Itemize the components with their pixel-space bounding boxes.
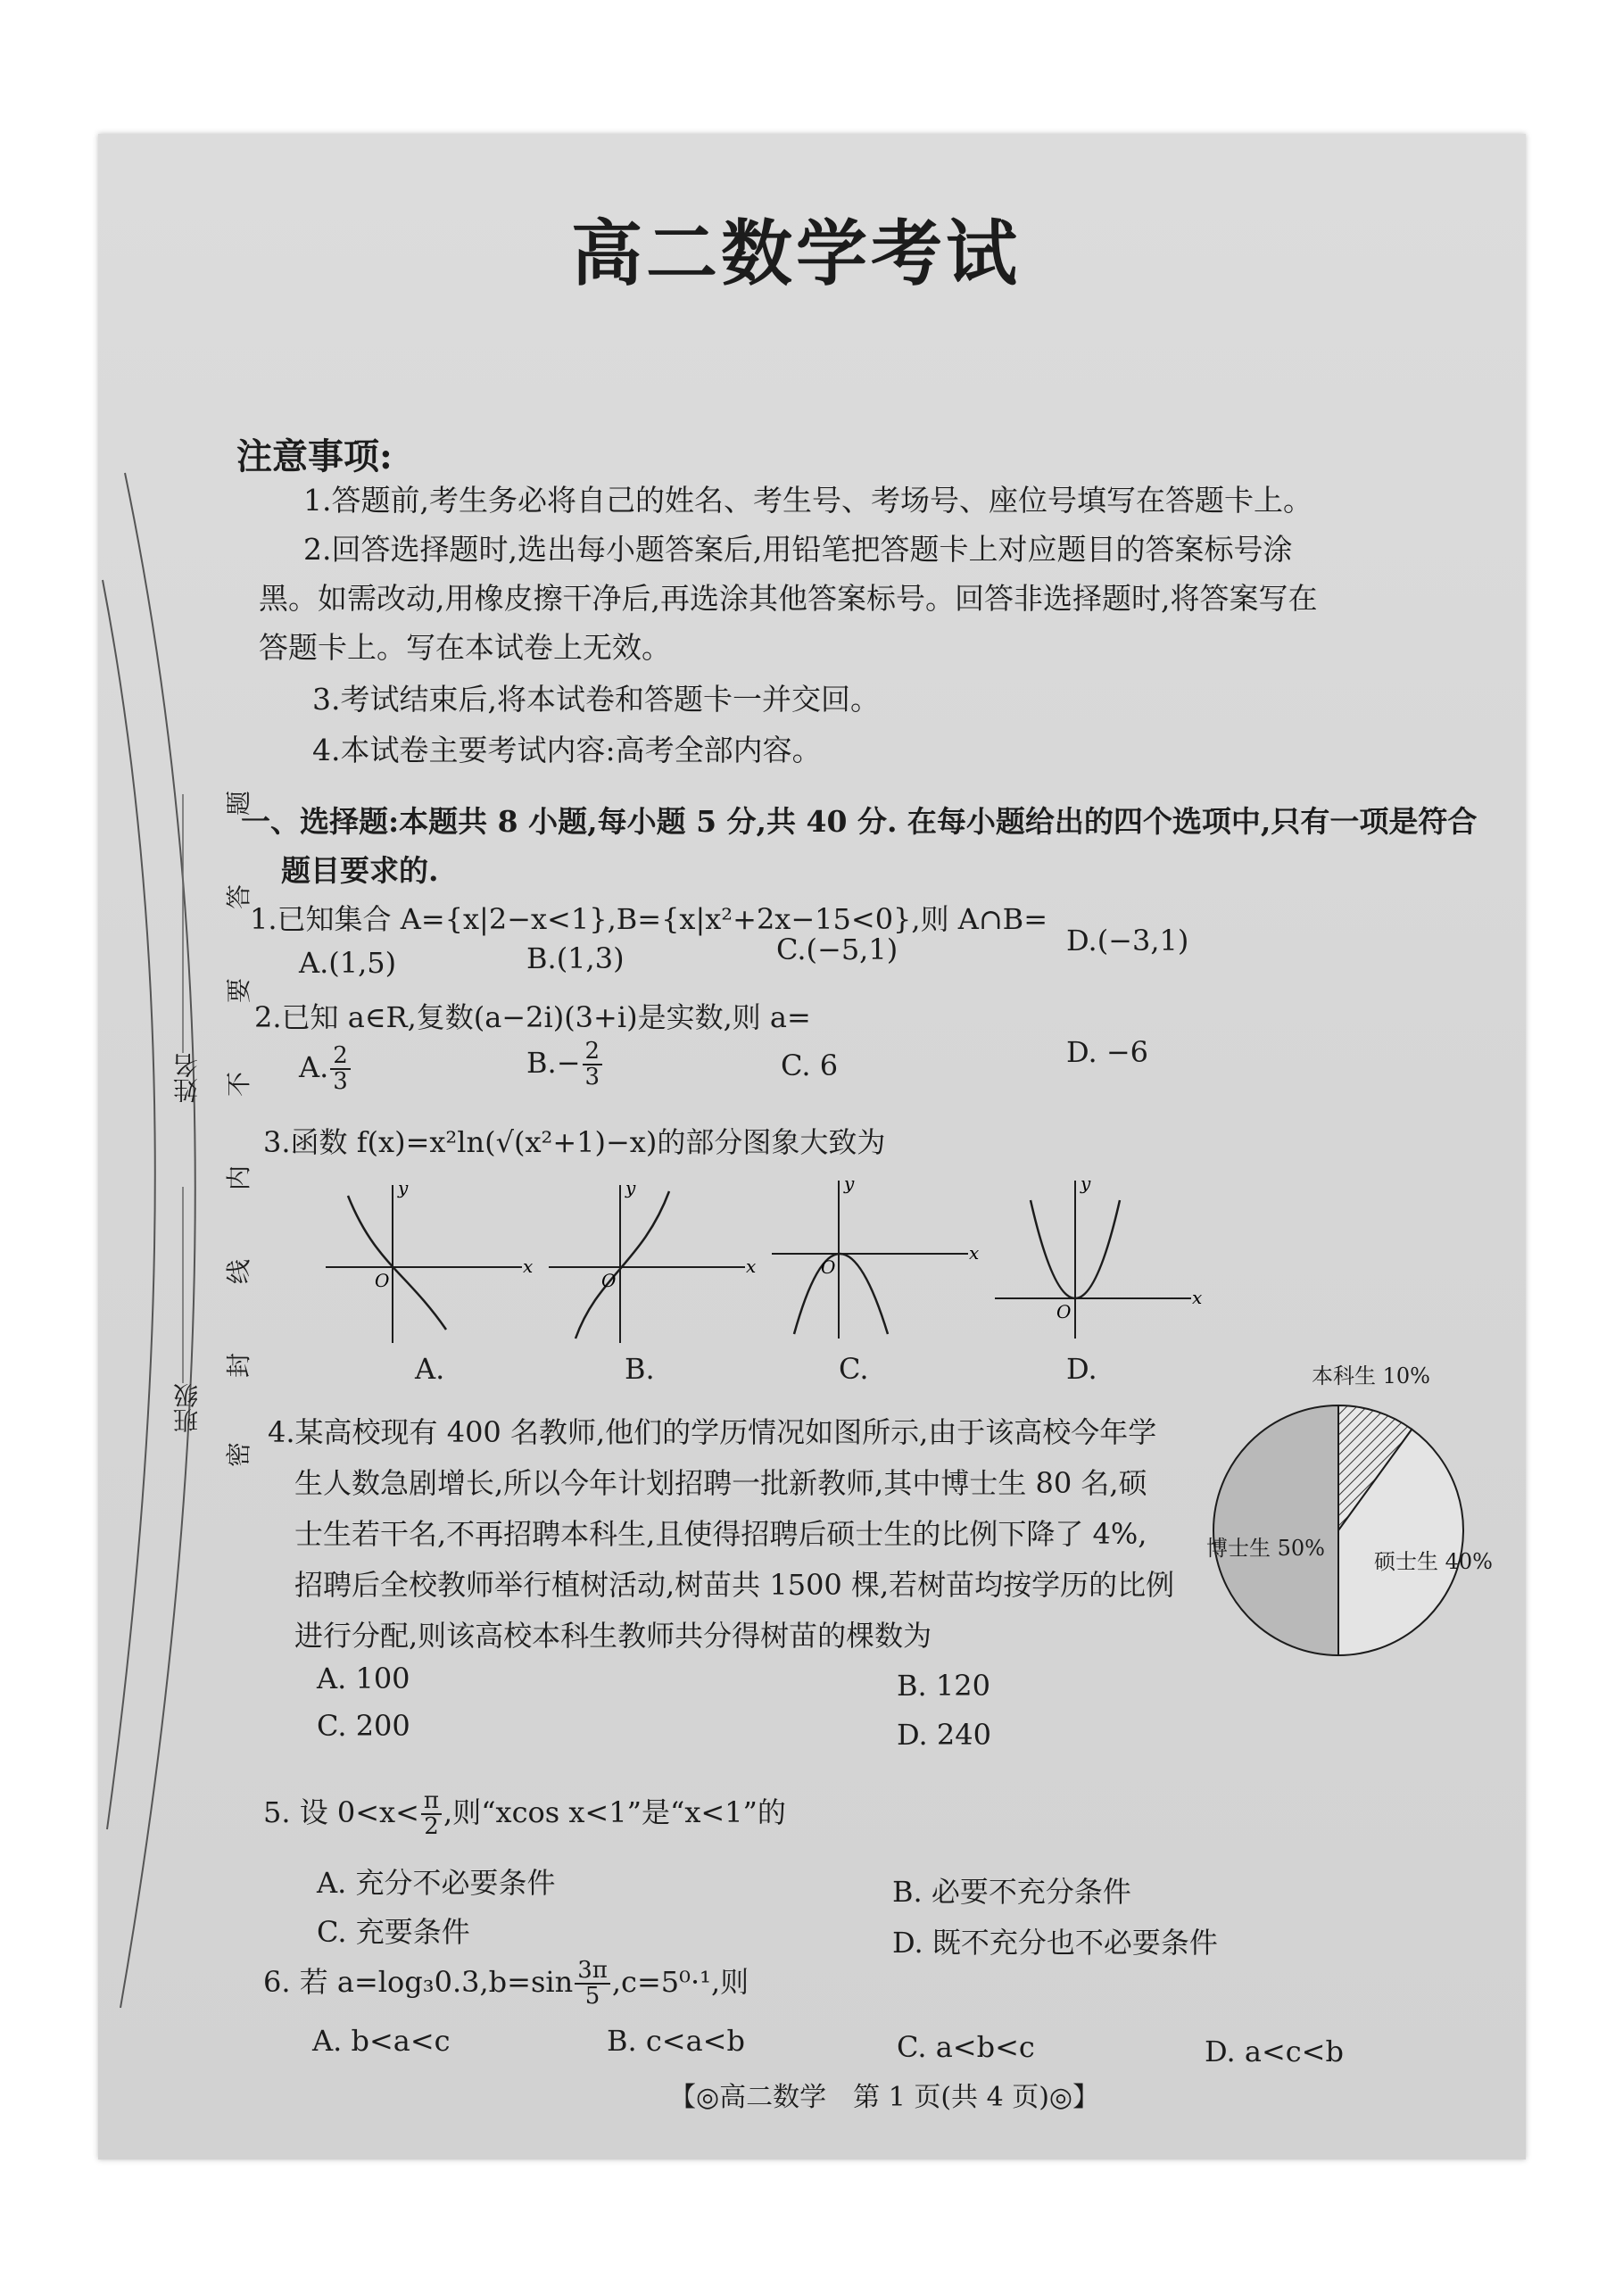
name-label: 姓名 (172, 1053, 202, 1103)
seal-char: 答 (224, 883, 254, 910)
q6-option-b: B. c<a<b (607, 2024, 745, 2058)
seal-char: 封 (224, 1352, 254, 1379)
seal-char: 线 (224, 1258, 254, 1285)
svg-text:y: y (844, 1173, 855, 1194)
question-6-stem: 6. 若 a=log₃0.3,b=sin $\frac{3\pi}{5}$ ,c=5⁰·¹,则 (263, 1957, 749, 2010)
graph-c-label: C. (839, 1352, 869, 1386)
q5-option-c: C. 充要条件 (317, 1915, 470, 1949)
graph-a-label: A. (415, 1352, 445, 1386)
pie-svg (1196, 1365, 1517, 1687)
graph-b-label: B. (625, 1352, 655, 1386)
question-5-stem: 5. 设 0<x< $\frac{\pi}{2}$ ,则“xcos x<1”是“x<1”的 (263, 1787, 786, 1841)
svg-text:x: x (969, 1242, 980, 1264)
q1-option-d: D.(−3,1) (1066, 924, 1189, 957)
svg-text:y: y (1081, 1173, 1091, 1194)
graph-d-label: D. (1066, 1352, 1097, 1386)
q4-option-b: B. 120 (897, 1669, 990, 1703)
graph-b (544, 1178, 758, 1347)
pie-label-master: 硕士生 40% (1374, 1549, 1493, 1574)
q1-option-c: C.(−5,1) (776, 932, 898, 966)
class-label: 班级 (172, 1383, 202, 1433)
question-1-stem: 1.已知集合 A={x|2−x<1},B={x|x²+2x−15<0},则 A∩B= (250, 902, 1048, 936)
q6-option-a: A. b<a<c (312, 2024, 451, 2058)
q4-option-d: D. 240 (897, 1718, 991, 1752)
q6-option-d: D. a<c<b (1205, 2035, 1344, 2068)
section-heading: 一、选择题:本题共 8 小题,每小题 5 分,共 40 分. 在每小题给出的四个选项中,只有一项是符合 (241, 804, 1478, 839)
question-3-stem: 3.函数 f(x)=x²ln(√(x²+1)−x)的部分图象大致为 (263, 1125, 886, 1159)
q1-option-a: A.(1,5) (299, 946, 397, 980)
notice-line: 1.答题前,考生务必将自己的姓名、考生号、考场号、座位号填写在答题卡上。 (303, 483, 1312, 518)
question-4-line: 4.某高校现有 400 名教师,他们的学历情况如图所示,由于该高校今年学 (268, 1415, 1157, 1449)
notice-line: 答题卡上。写在本试卷上无效。 (259, 630, 671, 665)
q5-option-a: A. 充分不必要条件 (317, 1866, 556, 1900)
degree-pie-chart (1196, 1365, 1517, 1690)
seal-char: 要 (224, 977, 254, 1004)
seal-char: 不 (224, 1071, 254, 1098)
pie-label-doctor: 博士生 50% (1206, 1536, 1325, 1561)
notice-line: 2.回答选择题时,选出每小题答案后,用铅笔把答题卡上对应题目的答案标号涂 (303, 532, 1293, 567)
notice-line: 3.考试结束后,将本试卷和答题卡一并交回。 (312, 682, 880, 717)
notice-line: 4.本试卷主要考试内容:高考全部内容。 (312, 733, 822, 767)
pie-label-bachelor: 本科生 10% (1312, 1364, 1430, 1388)
page-title: 高二数学考试 (571, 211, 1021, 295)
q2-option-d: D. −6 (1066, 1035, 1149, 1069)
exam-paper (98, 134, 1526, 2159)
question-4-line: 招聘后全校教师举行植树活动,树苗共 1500 棵,若树苗均按学历的比例 (294, 1568, 1175, 1602)
q2-option-b: B.− $\frac{2}{3}$ (526, 1040, 604, 1090)
svg-text:O: O (1056, 1301, 1072, 1322)
q6-option-c: C. a<b<c (897, 2030, 1035, 2064)
question-2-stem: 2.已知 a∈R,复数(a−2i)(3+i)是实数,则 a= (254, 1000, 811, 1034)
q4-option-a: A. 100 (317, 1662, 410, 1695)
svg-text:O: O (601, 1270, 617, 1291)
q5-option-b: B. 必要不充分条件 (892, 1875, 1131, 1909)
q2-option-c: C. 6 (781, 1049, 839, 1082)
q5-option-d: D. 既不充分也不必要条件 (892, 1926, 1218, 1960)
q4-option-c: C. 200 (317, 1709, 410, 1743)
notice-heading: 注意事项: (236, 435, 393, 477)
q2-option-a: A. $\frac{2}{3}$ (299, 1044, 352, 1095)
graph-a (321, 1178, 535, 1347)
question-4-line: 生人数急剧增长,所以今年计划招聘一批新教师,其中博士生 80 名,硕 (294, 1466, 1147, 1500)
svg-text:y: y (625, 1178, 636, 1198)
svg-text:x: x (746, 1256, 757, 1277)
seal-char: 内 (224, 1165, 254, 1191)
svg-text:O: O (375, 1270, 390, 1291)
page-footer: 【◎高二数学 第 1 页(共 4 页)◎】 (669, 2082, 1100, 2113)
graph-c (767, 1173, 981, 1343)
svg-text:O: O (821, 1256, 836, 1278)
seal-char: 密 (224, 1441, 254, 1468)
question-4-line: 进行分配,则该高校本科生教师共分得树苗的棵数为 (294, 1619, 932, 1653)
graph-d (990, 1173, 1205, 1343)
q1-option-b: B.(1,3) (526, 941, 625, 975)
section-heading-cont: 题目要求的. (281, 853, 439, 888)
svg-text:x: x (523, 1256, 534, 1277)
question-4-line: 士生若干名,不再招聘本科生,且使得招聘后硕士生的比例下降了 4%, (294, 1517, 1147, 1551)
notice-line: 黑。如需改动,用橡皮擦干净后,再选涂其他答案标号。回答非选择题时,将答案写在 (259, 581, 1318, 616)
seal-char: 题 (224, 790, 254, 816)
svg-text:x: x (1192, 1287, 1203, 1308)
svg-text:y: y (398, 1178, 409, 1198)
